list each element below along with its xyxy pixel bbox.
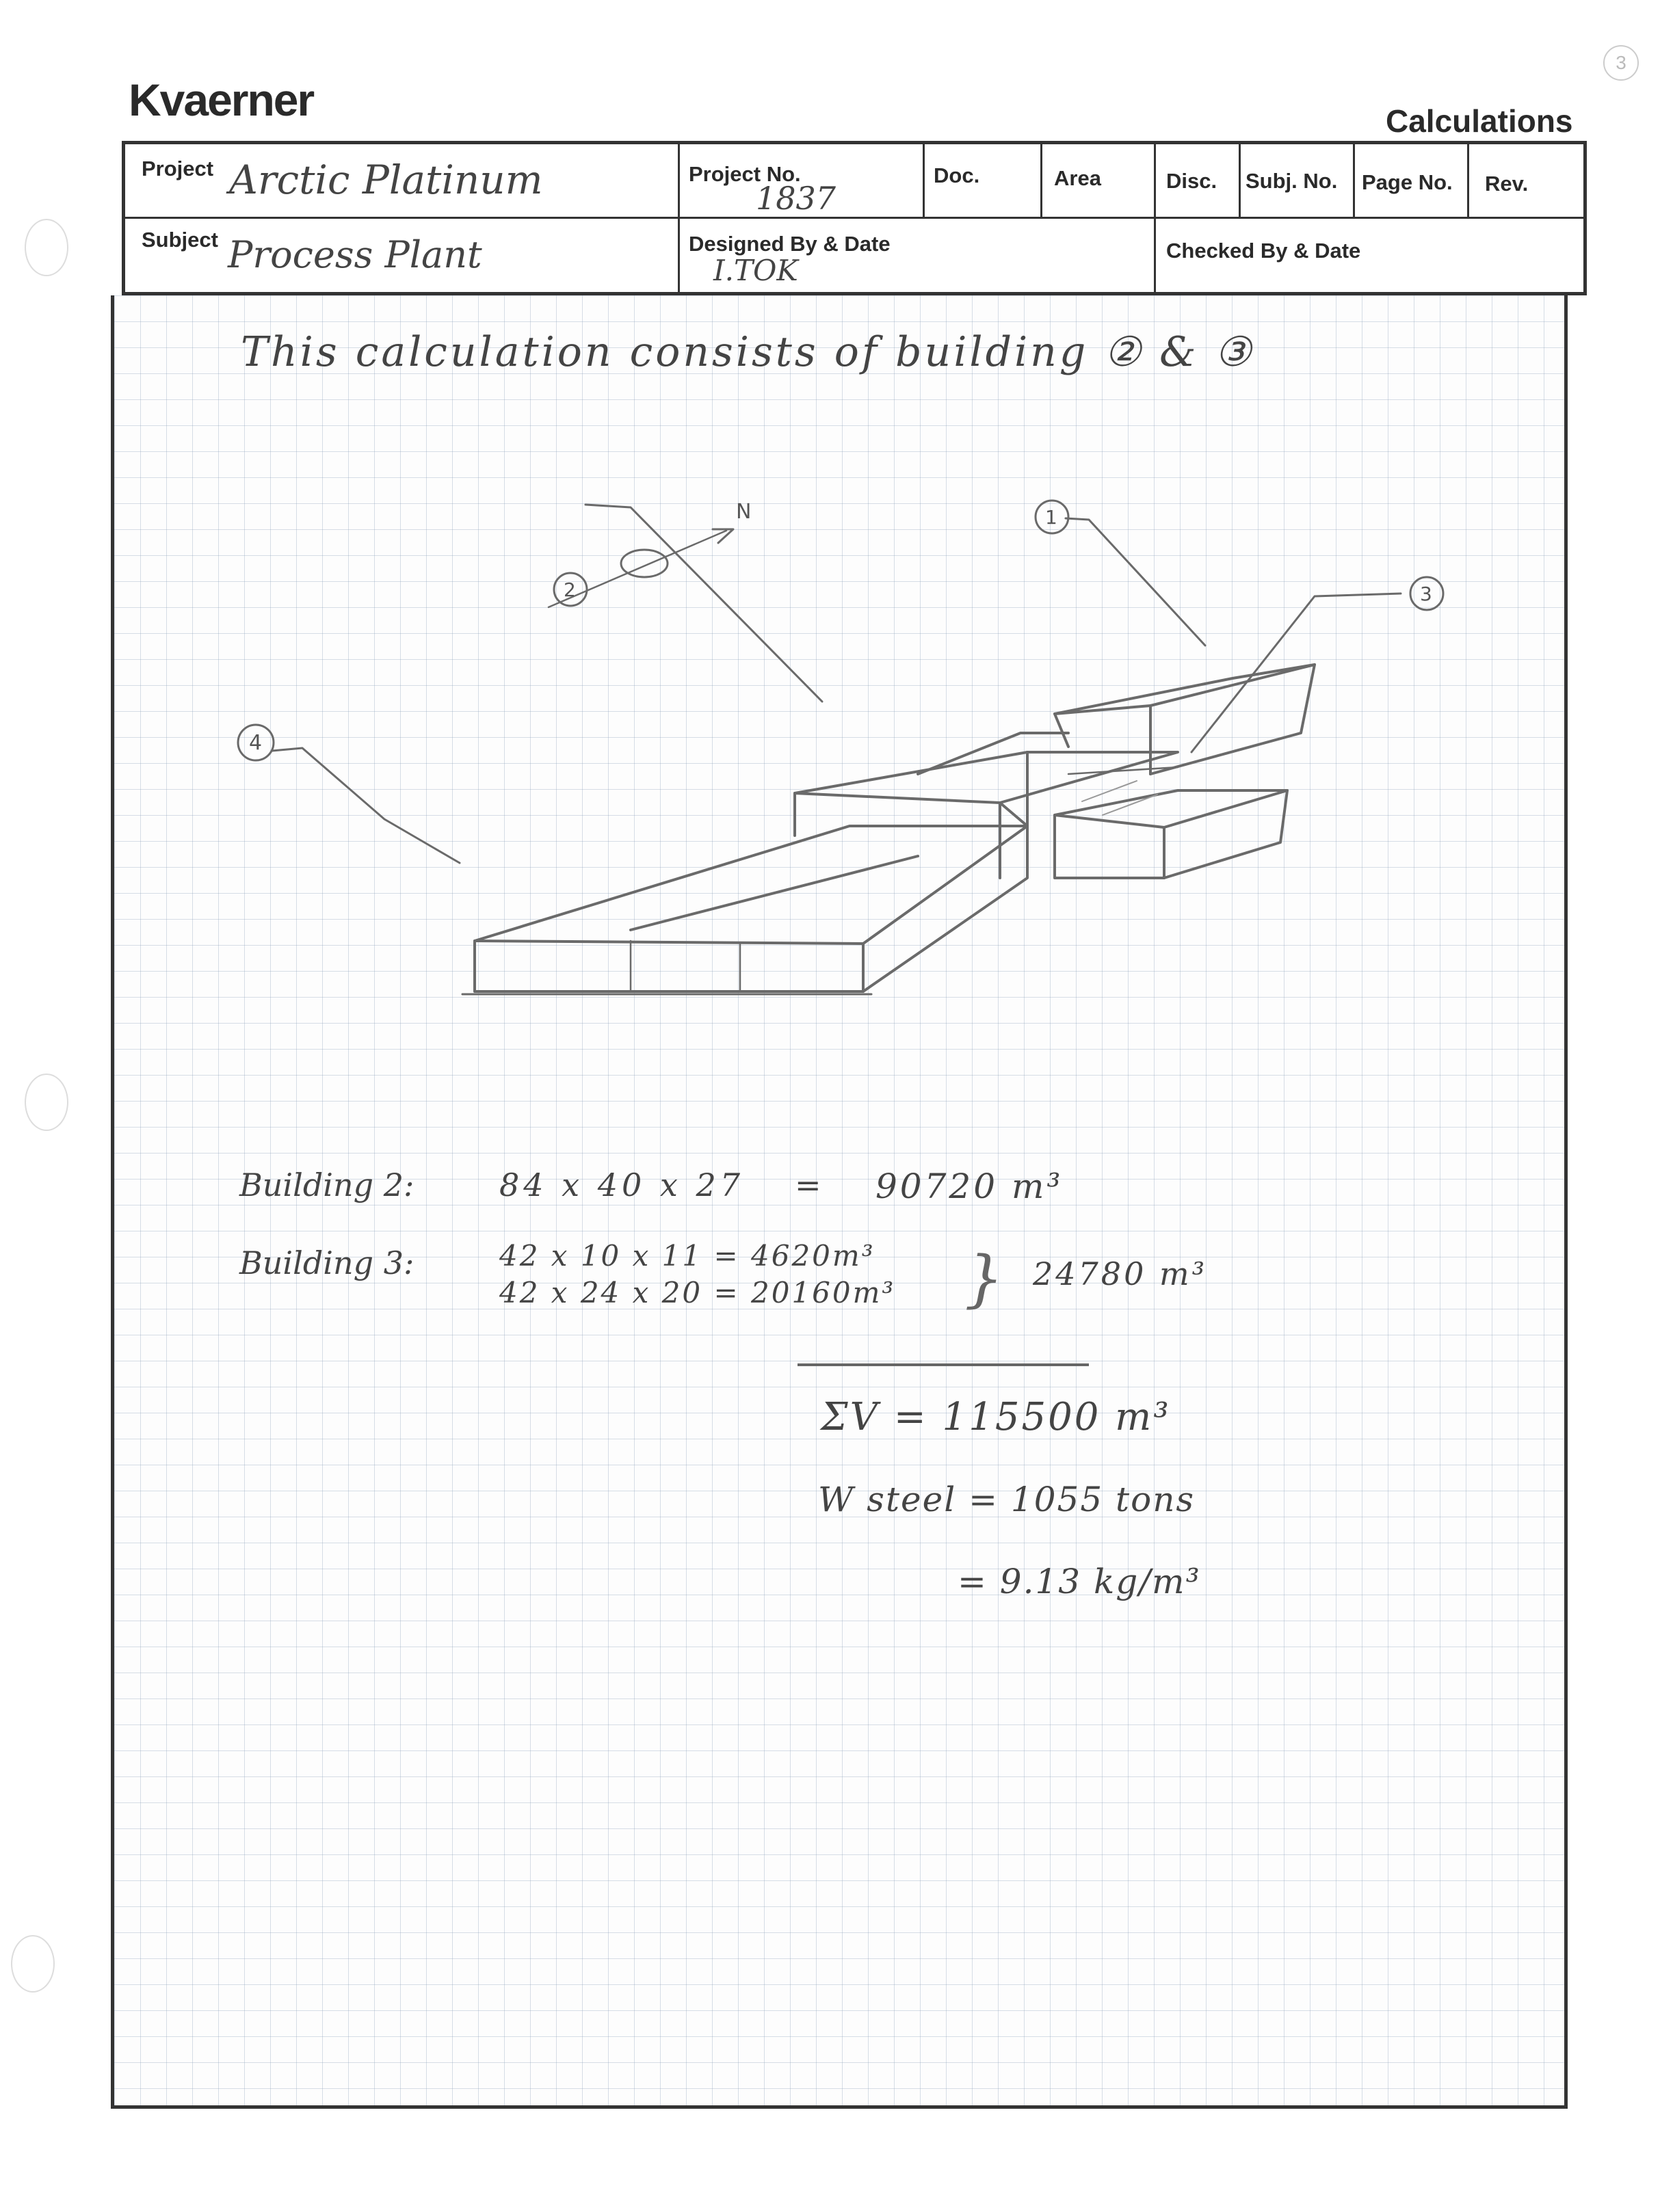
building2-result: 90720 m³ xyxy=(875,1167,1064,1206)
project-value: Arctic Platinum xyxy=(229,157,543,203)
callout-1: 1 xyxy=(1045,506,1057,529)
intro-text: This calculation consists of building ② & ③ xyxy=(241,328,1254,376)
callout-3: 3 xyxy=(1420,583,1432,605)
designed-label: Designed By & Date xyxy=(689,232,891,256)
building2-expression: 84 x 40 x 27 xyxy=(499,1167,744,1203)
brace: } xyxy=(964,1243,1004,1315)
building3-row2: 42 x 24 x 20 = 20160m³ xyxy=(499,1276,896,1309)
punch-hole xyxy=(25,1074,68,1131)
disc-label: Disc. xyxy=(1166,169,1217,193)
building3-row1: 42 x 10 x 11 = 4620m³ xyxy=(499,1239,875,1272)
area-label: Area xyxy=(1054,166,1101,190)
doc-label: Doc. xyxy=(934,163,980,187)
brand-logo: Kvaerner xyxy=(129,75,314,125)
project-no-label: Project No. xyxy=(689,162,801,186)
building-sketch xyxy=(111,295,1568,1048)
punch-hole xyxy=(11,1935,55,1993)
building2-equals: = xyxy=(795,1167,821,1203)
subj-no-label: Subj. No. xyxy=(1246,169,1338,193)
steel-ratio: = 9.13 kg/m³ xyxy=(958,1562,1201,1601)
callout-4: 4 xyxy=(249,731,263,755)
project-label: Project xyxy=(142,157,214,181)
callout-2: 2 xyxy=(564,578,576,601)
subject-label: Subject xyxy=(142,228,218,252)
punch-hole xyxy=(25,219,68,276)
volume-sum: ΣV = 115500 m³ xyxy=(821,1395,1171,1439)
document-type: Calculations xyxy=(1386,103,1573,139)
north-label: N xyxy=(736,500,752,524)
checked-label: Checked By & Date xyxy=(1166,239,1361,263)
sum-rule xyxy=(798,1363,1089,1366)
designed-value: I.TOK xyxy=(713,254,798,287)
title-block xyxy=(122,141,1587,295)
building2-label: Building 2: xyxy=(239,1167,414,1203)
project-no-value: 1837 xyxy=(756,180,836,217)
subject-value: Process Plant xyxy=(228,233,482,276)
building3-label: Building 3: xyxy=(239,1244,414,1281)
rev-label: Rev. xyxy=(1485,172,1529,196)
page-no-label: Page No. xyxy=(1362,170,1453,194)
building3-total: 24780 m³ xyxy=(1033,1255,1208,1292)
steel-weight: W steel = 1055 tons xyxy=(818,1480,1196,1519)
page-number-mark: 3 xyxy=(1603,45,1639,81)
